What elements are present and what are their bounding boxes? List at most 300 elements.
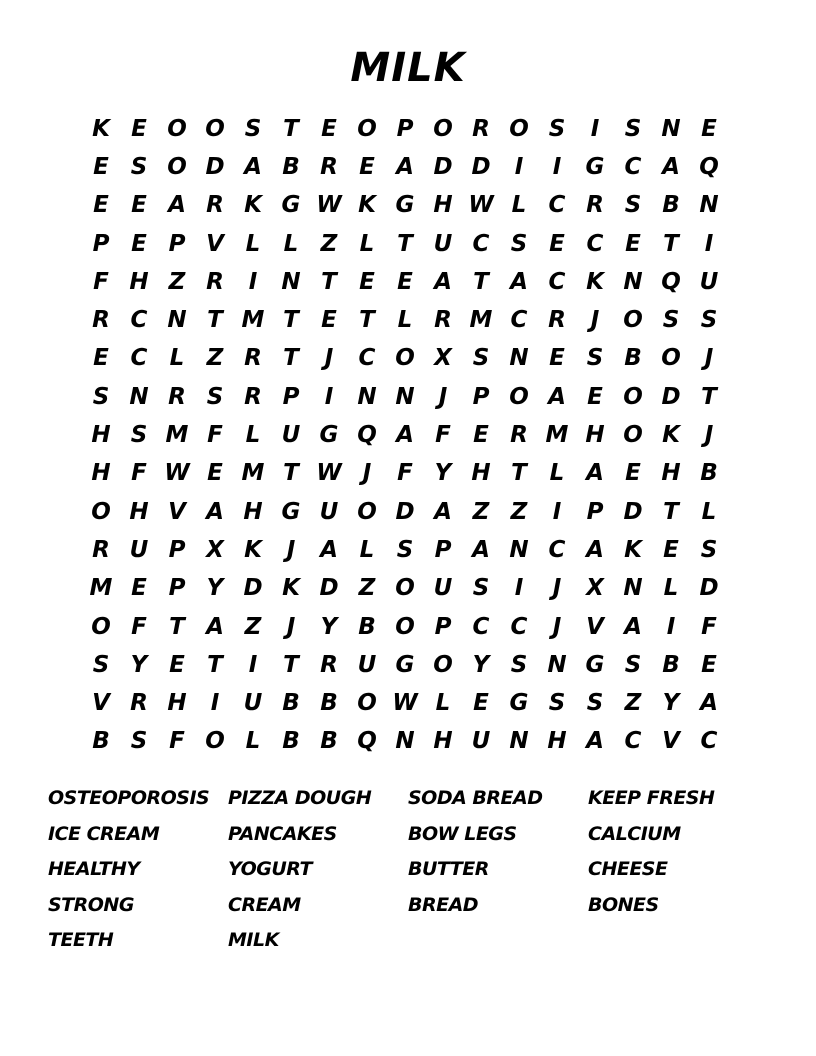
grid-letter[interactable]: E: [701, 115, 717, 142]
grid-letter[interactable]: A: [624, 613, 642, 640]
grid-letter[interactable]: H: [433, 192, 453, 219]
grid-letter[interactable]: S: [548, 690, 566, 717]
grid-letter[interactable]: D: [471, 153, 491, 180]
grid-letter[interactable]: D: [661, 383, 681, 410]
grid-letter[interactable]: O: [509, 115, 529, 142]
grid-letter[interactable]: I: [248, 651, 258, 678]
grid-letter[interactable]: C: [700, 728, 718, 755]
grid-letter[interactable]: A: [510, 268, 528, 295]
grid-letter[interactable]: D: [319, 575, 339, 602]
grid-letter[interactable]: S: [130, 153, 148, 180]
grid-letter[interactable]: J: [704, 345, 714, 372]
grid-letter[interactable]: B: [700, 460, 718, 487]
grid-letter[interactable]: R: [206, 268, 224, 295]
grid-letter[interactable]: E: [169, 651, 185, 678]
grid-letter[interactable]: M: [241, 307, 265, 334]
grid-letter[interactable]: I: [704, 230, 714, 257]
grid-letter[interactable]: L: [245, 728, 261, 755]
grid-letter[interactable]: G: [281, 498, 301, 525]
word-list-item: MILK: [228, 929, 279, 951]
grid-letter[interactable]: U: [129, 536, 149, 563]
grid-letter[interactable]: S: [624, 192, 642, 219]
grid-letter[interactable]: T: [359, 307, 375, 334]
grid-letter[interactable]: Q: [357, 422, 377, 449]
grid-letter[interactable]: C: [472, 613, 490, 640]
grid-letter[interactable]: E: [397, 268, 413, 295]
grid-letter[interactable]: E: [131, 115, 147, 142]
grid-letter[interactable]: Y: [662, 690, 680, 717]
grid-letter[interactable]: P: [168, 536, 186, 563]
grid-letter[interactable]: E: [625, 230, 641, 257]
grid-letter[interactable]: Y: [320, 613, 338, 640]
grid-letter[interactable]: I: [666, 613, 676, 640]
grid-letter[interactable]: N: [547, 651, 567, 678]
grid-letter[interactable]: L: [511, 192, 527, 219]
grid-letter[interactable]: S: [700, 536, 718, 563]
grid-letter[interactable]: T: [283, 115, 299, 142]
grid-letter[interactable]: B: [92, 728, 110, 755]
grid-letter[interactable]: S: [510, 230, 528, 257]
word-list-item: CHEESE: [588, 858, 668, 880]
grid-letter[interactable]: A: [434, 498, 452, 525]
grid-letter[interactable]: M: [165, 422, 189, 449]
grid-letter[interactable]: N: [395, 728, 415, 755]
grid-letter[interactable]: F: [131, 460, 147, 487]
grid-letter[interactable]: E: [473, 690, 489, 717]
grid-letter[interactable]: Q: [357, 728, 377, 755]
grid-letter[interactable]: W: [164, 460, 190, 487]
grid-letter[interactable]: W: [316, 460, 342, 487]
grid-letter[interactable]: E: [549, 345, 565, 372]
grid-letter[interactable]: C: [358, 345, 376, 372]
grid-letter[interactable]: G: [585, 651, 605, 678]
grid-letter[interactable]: T: [701, 383, 717, 410]
grid-letter[interactable]: S: [624, 651, 642, 678]
grid-letter[interactable]: F: [701, 613, 717, 640]
word-list-item: HEALTHY: [48, 858, 140, 880]
grid-letter[interactable]: O: [91, 613, 111, 640]
grid-letter[interactable]: Z: [510, 498, 528, 525]
grid-letter[interactable]: M: [545, 422, 569, 449]
grid-letter[interactable]: J: [552, 613, 562, 640]
grid-letter[interactable]: A: [586, 460, 604, 487]
grid-letter[interactable]: V: [662, 728, 680, 755]
grid-letter[interactable]: Q: [661, 268, 681, 295]
grid-letter[interactable]: U: [433, 230, 453, 257]
grid-letter[interactable]: H: [129, 268, 149, 295]
grid-letter[interactable]: D: [433, 153, 453, 180]
grid-letter[interactable]: E: [663, 536, 679, 563]
grid-letter[interactable]: A: [168, 192, 186, 219]
grid-letter[interactable]: B: [282, 690, 300, 717]
grid-letter[interactable]: T: [283, 345, 299, 372]
grid-letter[interactable]: D: [699, 575, 719, 602]
grid-letter[interactable]: L: [435, 690, 451, 717]
grid-letter[interactable]: E: [587, 383, 603, 410]
grid-letter[interactable]: T: [283, 651, 299, 678]
grid-letter[interactable]: P: [396, 115, 414, 142]
grid-letter[interactable]: A: [206, 498, 224, 525]
grid-letter[interactable]: L: [245, 422, 261, 449]
grid-letter[interactable]: P: [168, 230, 186, 257]
grid-letter[interactable]: S: [548, 115, 566, 142]
grid-letter[interactable]: O: [395, 345, 415, 372]
grid-letter[interactable]: R: [92, 536, 110, 563]
grid-letter[interactable]: O: [433, 651, 453, 678]
grid-letter[interactable]: J: [324, 345, 334, 372]
grid-letter[interactable]: K: [586, 268, 604, 295]
grid-letter[interactable]: R: [206, 192, 224, 219]
grid-letter[interactable]: S: [396, 536, 414, 563]
grid-letter[interactable]: C: [548, 268, 566, 295]
grid-letter[interactable]: N: [129, 383, 149, 410]
grid-letter[interactable]: B: [624, 345, 642, 372]
grid-letter[interactable]: O: [357, 115, 377, 142]
grid-letter[interactable]: F: [397, 460, 413, 487]
grid-letter[interactable]: W: [392, 690, 418, 717]
grid-letter[interactable]: L: [359, 536, 375, 563]
grid-letter[interactable]: E: [207, 460, 223, 487]
grid-letter[interactable]: O: [661, 345, 681, 372]
grid-letter[interactable]: T: [207, 307, 223, 334]
grid-letter[interactable]: I: [514, 575, 524, 602]
grid-letter[interactable]: T: [511, 460, 527, 487]
grid-letter[interactable]: J: [438, 383, 448, 410]
grid-letter[interactable]: C: [624, 153, 642, 180]
grid-letter[interactable]: P: [472, 383, 490, 410]
grid-letter[interactable]: N: [509, 728, 529, 755]
grid-letter[interactable]: N: [623, 268, 643, 295]
grid-letter[interactable]: I: [590, 115, 600, 142]
grid-letter[interactable]: G: [585, 153, 605, 180]
grid-letter[interactable]: T: [169, 613, 185, 640]
grid-letter[interactable]: L: [245, 230, 261, 257]
grid-letter[interactable]: H: [661, 460, 681, 487]
grid-letter[interactable]: E: [131, 230, 147, 257]
grid-letter[interactable]: R: [510, 422, 528, 449]
grid-letter[interactable]: Z: [244, 613, 262, 640]
grid-letter[interactable]: W: [468, 192, 494, 219]
grid-letter[interactable]: L: [397, 307, 413, 334]
grid-letter[interactable]: K: [282, 575, 300, 602]
grid-letter[interactable]: T: [321, 268, 337, 295]
grid-letter[interactable]: Y: [434, 460, 452, 487]
grid-letter[interactable]: O: [623, 383, 643, 410]
grid-letter[interactable]: B: [662, 651, 680, 678]
grid-letter[interactable]: Z: [168, 268, 186, 295]
grid-letter[interactable]: O: [433, 115, 453, 142]
grid-letter[interactable]: U: [357, 651, 377, 678]
grid-letter[interactable]: K: [624, 536, 642, 563]
grid-letter[interactable]: V: [168, 498, 186, 525]
grid-letter[interactable]: J: [286, 536, 296, 563]
grid-letter[interactable]: Y: [130, 651, 148, 678]
grid-letter[interactable]: M: [89, 575, 113, 602]
grid-letter[interactable]: I: [248, 268, 258, 295]
grid-letter[interactable]: A: [396, 153, 414, 180]
grid-letter[interactable]: A: [586, 536, 604, 563]
grid-letter[interactable]: K: [244, 536, 262, 563]
grid-letter[interactable]: H: [129, 498, 149, 525]
grid-letter[interactable]: N: [699, 192, 719, 219]
grid-letter[interactable]: J: [286, 613, 296, 640]
grid-letter[interactable]: O: [205, 728, 225, 755]
grid-letter[interactable]: B: [320, 728, 338, 755]
grid-letter[interactable]: O: [205, 115, 225, 142]
grid-letter[interactable]: S: [662, 307, 680, 334]
grid-letter[interactable]: H: [547, 728, 567, 755]
grid-letter[interactable]: R: [586, 192, 604, 219]
grid-letter[interactable]: C: [586, 230, 604, 257]
grid-letter[interactable]: E: [321, 307, 337, 334]
grid-letter[interactable]: L: [701, 498, 717, 525]
grid-letter[interactable]: N: [395, 383, 415, 410]
grid-letter[interactable]: B: [282, 728, 300, 755]
grid-letter[interactable]: C: [624, 728, 642, 755]
word-list-item: BONES: [588, 893, 659, 916]
grid-letter[interactable]: A: [548, 383, 566, 410]
grid-letter[interactable]: N: [167, 307, 187, 334]
grid-letter[interactable]: R: [130, 690, 148, 717]
grid-letter[interactable]: T: [283, 307, 299, 334]
grid-letter[interactable]: I: [210, 690, 220, 717]
grid-letter[interactable]: H: [243, 498, 263, 525]
grid-letter[interactable]: R: [320, 153, 338, 180]
grid-letter[interactable]: Z: [206, 345, 224, 372]
grid-letter[interactable]: X: [206, 536, 224, 563]
grid-letter[interactable]: F: [207, 422, 223, 449]
grid-letter[interactable]: P: [434, 613, 452, 640]
grid-letter[interactable]: E: [93, 192, 109, 219]
grid-letter[interactable]: V: [586, 613, 604, 640]
grid-letter[interactable]: O: [357, 690, 377, 717]
grid-letter[interactable]: X: [434, 345, 452, 372]
grid-letter[interactable]: A: [434, 268, 452, 295]
grid-letter[interactable]: G: [395, 192, 415, 219]
grid-letter[interactable]: K: [358, 192, 376, 219]
grid-letter[interactable]: C: [548, 536, 566, 563]
word-list-item: STRONG: [48, 893, 134, 916]
grid-letter[interactable]: H: [585, 422, 605, 449]
grid-letter[interactable]: P: [282, 383, 300, 410]
grid-letter[interactable]: S: [130, 728, 148, 755]
grid-letter[interactable]: J: [552, 575, 562, 602]
grid-letter[interactable]: O: [395, 575, 415, 602]
word-list: [48, 782, 768, 960]
grid-letter[interactable]: H: [91, 422, 111, 449]
grid-letter[interactable]: P: [168, 575, 186, 602]
grid-letter[interactable]: Q: [699, 153, 719, 180]
grid-letter[interactable]: U: [319, 498, 339, 525]
grid-letter[interactable]: V: [206, 230, 224, 257]
grid-letter[interactable]: A: [586, 728, 604, 755]
grid-letter[interactable]: Y: [206, 575, 224, 602]
grid-letter[interactable]: T: [207, 651, 223, 678]
grid-letter[interactable]: E: [93, 345, 109, 372]
grid-letter[interactable]: N: [509, 345, 529, 372]
grid-letter[interactable]: E: [473, 422, 489, 449]
grid-letter[interactable]: O: [167, 153, 187, 180]
grid-letter[interactable]: L: [663, 575, 679, 602]
grid-letter[interactable]: I: [514, 153, 524, 180]
grid-letter[interactable]: H: [433, 728, 453, 755]
grid-letter[interactable]: Y: [472, 651, 490, 678]
grid-letter[interactable]: P: [92, 230, 110, 257]
grid-letter[interactable]: L: [283, 230, 299, 257]
word-list-item: SODA BREAD: [408, 787, 543, 809]
grid-letter[interactable]: S: [472, 345, 490, 372]
grid-letter[interactable]: L: [169, 345, 185, 372]
grid-letter[interactable]: E: [625, 460, 641, 487]
grid-letter[interactable]: R: [472, 115, 490, 142]
grid-letter[interactable]: U: [699, 268, 719, 295]
grid-letter[interactable]: T: [283, 460, 299, 487]
grid-letter[interactable]: A: [320, 536, 338, 563]
word-list-item: BREAD: [408, 893, 479, 916]
grid-letter[interactable]: A: [700, 690, 718, 717]
grid-letter[interactable]: U: [433, 575, 453, 602]
grid-letter[interactable]: O: [623, 422, 643, 449]
grid-letter[interactable]: R: [434, 307, 452, 334]
grid-letter[interactable]: B: [358, 613, 376, 640]
grid-letter[interactable]: A: [206, 613, 224, 640]
grid-letter[interactable]: L: [359, 230, 375, 257]
grid-letter[interactable]: F: [169, 728, 185, 755]
grid-letter[interactable]: H: [167, 690, 187, 717]
grid-letter[interactable]: C: [510, 613, 528, 640]
grid-letter[interactable]: H: [91, 460, 111, 487]
grid-letter[interactable]: R: [320, 651, 338, 678]
grid-letter[interactable]: S: [244, 115, 262, 142]
grid-letter[interactable]: C: [548, 192, 566, 219]
grid-letter[interactable]: P: [586, 498, 604, 525]
grid-letter[interactable]: Z: [472, 498, 490, 525]
grid-letter[interactable]: O: [623, 307, 643, 334]
grid-letter[interactable]: E: [321, 115, 337, 142]
grid-letter[interactable]: Z: [320, 230, 338, 257]
grid-letter[interactable]: J: [590, 307, 600, 334]
grid-letter[interactable]: I: [324, 383, 334, 410]
grid-letter[interactable]: F: [435, 422, 451, 449]
grid-letter[interactable]: N: [623, 575, 643, 602]
grid-letter[interactable]: A: [472, 536, 490, 563]
grid-letter[interactable]: E: [93, 153, 109, 180]
grid-letter[interactable]: O: [509, 383, 529, 410]
grid-letter[interactable]: F: [131, 613, 147, 640]
grid-letter[interactable]: P: [434, 536, 452, 563]
grid-letter[interactable]: K: [662, 422, 680, 449]
grid-letter[interactable]: M: [469, 307, 493, 334]
grid-letter[interactable]: S: [206, 383, 224, 410]
grid-letter[interactable]: M: [241, 460, 265, 487]
grid-letter[interactable]: A: [396, 422, 414, 449]
grid-letter[interactable]: O: [357, 498, 377, 525]
word-list-item: PANCAKES: [228, 822, 337, 845]
grid-letter[interactable]: T: [397, 230, 413, 257]
grid-letter[interactable]: S: [472, 575, 490, 602]
grid-letter[interactable]: Z: [624, 690, 642, 717]
grid-letter[interactable]: I: [552, 153, 562, 180]
grid-letter[interactable]: S: [586, 690, 604, 717]
grid-letter[interactable]: R: [168, 383, 186, 410]
grid-letter[interactable]: D: [205, 153, 225, 180]
grid-letter[interactable]: E: [549, 230, 565, 257]
grid-letter[interactable]: K: [92, 115, 110, 142]
grid-letter[interactable]: B: [282, 153, 300, 180]
grid-letter[interactable]: I: [552, 498, 562, 525]
grid-letter[interactable]: C: [130, 345, 148, 372]
grid-letter[interactable]: S: [700, 307, 718, 334]
grid-letter[interactable]: G: [281, 192, 301, 219]
grid-letter[interactable]: V: [92, 690, 110, 717]
grid-letter[interactable]: E: [359, 153, 375, 180]
grid-letter[interactable]: Z: [358, 575, 376, 602]
grid-letter[interactable]: S: [92, 651, 110, 678]
grid-letter[interactable]: U: [471, 728, 491, 755]
grid-letter[interactable]: N: [661, 115, 681, 142]
grid-letter[interactable]: S: [130, 422, 148, 449]
grid-letter[interactable]: A: [662, 153, 680, 180]
grid-letter[interactable]: U: [281, 422, 301, 449]
grid-letter[interactable]: O: [167, 115, 187, 142]
grid-letter[interactable]: T: [663, 230, 679, 257]
grid-letter[interactable]: D: [243, 575, 263, 602]
grid-letter[interactable]: C: [472, 230, 490, 257]
word-list-item: YOGURT: [228, 858, 312, 880]
grid-letter[interactable]: G: [395, 651, 415, 678]
grid-letter[interactable]: H: [471, 460, 491, 487]
grid-letter[interactable]: K: [244, 192, 262, 219]
grid-letter[interactable]: W: [316, 192, 342, 219]
grid-letter[interactable]: R: [244, 383, 262, 410]
grid-letter[interactable]: O: [91, 498, 111, 525]
grid-letter[interactable]: S: [92, 383, 110, 410]
grid-letter[interactable]: R: [244, 345, 262, 372]
grid-letter[interactable]: C: [510, 307, 528, 334]
grid-letter[interactable]: D: [395, 498, 415, 525]
grid-letter[interactable]: T: [473, 268, 489, 295]
grid-letter[interactable]: O: [395, 613, 415, 640]
grid-letter[interactable]: S: [624, 115, 642, 142]
grid-letter[interactable]: L: [549, 460, 565, 487]
grid-letter[interactable]: J: [362, 460, 372, 487]
grid-letter[interactable]: B: [662, 192, 680, 219]
grid-letter[interactable]: D: [623, 498, 643, 525]
grid-letter[interactable]: G: [509, 690, 529, 717]
grid-letter[interactable]: J: [704, 422, 714, 449]
grid-letter[interactable]: U: [243, 690, 263, 717]
grid-letter[interactable]: A: [244, 153, 262, 180]
grid-letter[interactable]: F: [93, 268, 109, 295]
grid-letter[interactable]: R: [548, 307, 566, 334]
grid-letter[interactable]: E: [359, 268, 375, 295]
grid-letter[interactable]: T: [663, 498, 679, 525]
grid-letter[interactable]: B: [320, 690, 338, 717]
grid-letter[interactable]: N: [357, 383, 377, 410]
grid-letter[interactable]: S: [510, 651, 528, 678]
grid-letter[interactable]: N: [509, 536, 529, 563]
grid-letter[interactable]: R: [92, 307, 110, 334]
grid-letter[interactable]: C: [130, 307, 148, 334]
grid-letter[interactable]: E: [131, 575, 147, 602]
grid-letter[interactable]: X: [586, 575, 604, 602]
grid-letter[interactable]: E: [131, 192, 147, 219]
grid-letter[interactable]: G: [319, 422, 339, 449]
word-list-item: CALCIUM: [588, 822, 681, 845]
grid-letter[interactable]: N: [281, 268, 301, 295]
grid-letter[interactable]: S: [586, 345, 604, 372]
grid-letter[interactable]: E: [701, 651, 717, 678]
